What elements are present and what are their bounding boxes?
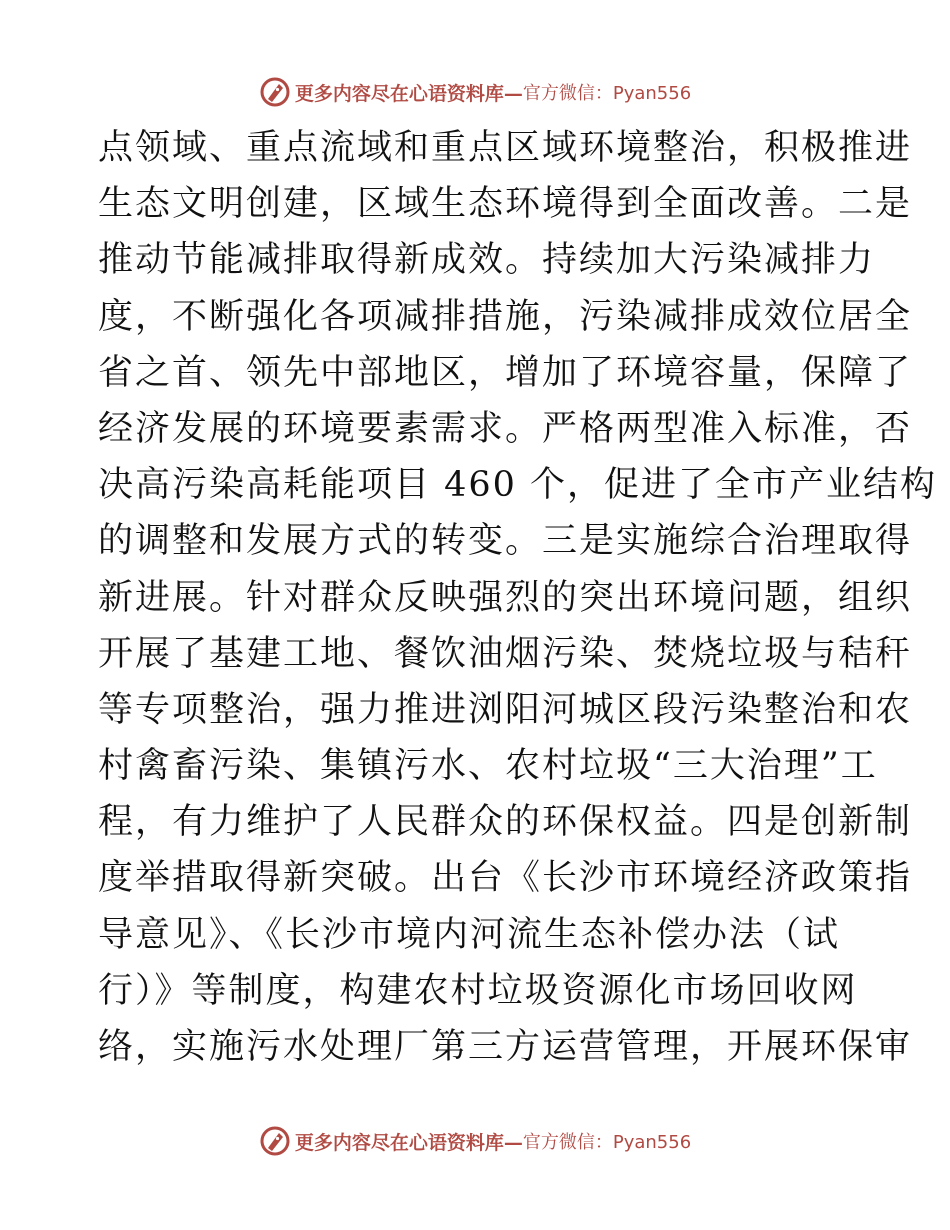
text-line: 导意见》、《长沙市境内河流生态补偿办法（试 (98, 914, 841, 955)
text-line: 程，有力维护了人民群众的环保权益。四是创新制 (98, 802, 913, 843)
text-line: 度，不断强化各项减排措施，污染减排成效位居全 (98, 296, 913, 337)
text-line: 经济发展的环境要素需求。严格两型准入标准，否 (98, 408, 913, 449)
footer-banner (0, 1121, 950, 1161)
text-line: 点领域、重点流域和重点区域环境整治，积极推进 (98, 128, 913, 168)
text-line: 等专项整治，强力推进浏阳河城区段污染整治和农 (98, 689, 913, 730)
text-line: 络，实施污水处理厂第三方运营管理，开展环保审 (98, 1027, 913, 1067)
text-line: 决高污染高耗能项目 460 个，促进了全市产业结构 (98, 465, 938, 506)
text-line: 的调整和发展方式的转变。三是实施综合治理取得 (98, 521, 913, 562)
text-line: 推动节能减排取得新成效。持续加大污染减排力 (98, 240, 876, 281)
text-line: 省之首、领先中部地区，增加了环境容量，保障了 (98, 352, 913, 393)
text-line: 新进展。针对群众反映强烈的突出环境问题，组织 (98, 577, 913, 618)
text-line: 村禽畜污染、集镇污水、农村垃圾“三大治理”工 (98, 746, 878, 787)
text-line: 生态文明创建，区域生态环境得到全面改善。二是 (98, 184, 913, 225)
banner-wechat: 官方微信：Pyan556 (522, 83, 692, 104)
banner-text: 更多内容尽在心语资料库— (294, 82, 523, 105)
text-line: 开展了基建工地、餐饮油烟污染、焚烧垃圾与秸秆 (98, 633, 913, 674)
text-line: 度举措取得新突破。出台《长沙市环境经济政策指 (98, 858, 913, 899)
header-banner (0, 72, 950, 112)
banner-text: 更多内容尽在心语资料库— (294, 1131, 523, 1154)
text-line: 行）》等制度，构建农村垃圾资源化市场回收网 (98, 970, 858, 1011)
pen-nib-circle-icon (259, 76, 291, 108)
banner-wechat: 官方微信：Pyan556 (522, 1132, 692, 1153)
document-body (98, 120, 938, 1075)
pen-nib-circle-icon (259, 1125, 291, 1157)
